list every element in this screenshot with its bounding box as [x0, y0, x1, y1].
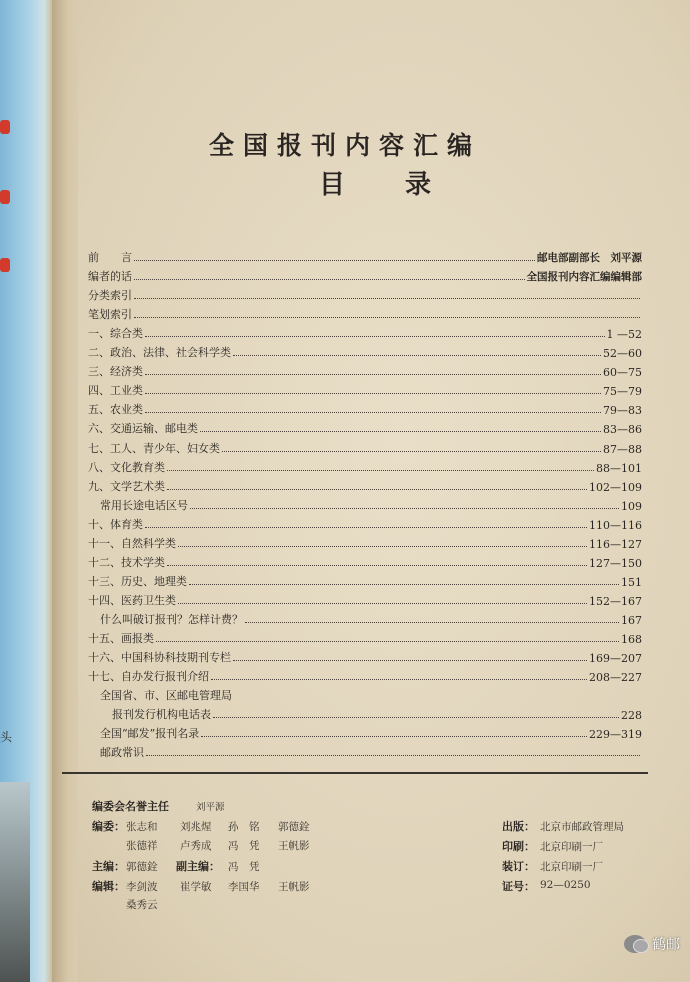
- toc-entry-page: 168: [621, 633, 642, 646]
- toc-leader-dots: [178, 545, 587, 547]
- toc-entry-label: 三、经济类: [88, 365, 143, 379]
- toc-entry: [88, 666, 642, 684]
- toc-entry: [100, 685, 642, 703]
- toc-entry-page: 169—207: [589, 652, 642, 666]
- publisher-label: 出版：: [502, 820, 535, 833]
- toc-leader-dots: [145, 411, 601, 413]
- toc-entry-page: 1 —52: [606, 328, 642, 342]
- toc-leader-dots: [167, 488, 587, 490]
- toc-entry: [88, 533, 642, 551]
- toc-entry-label: 十五、画报类: [88, 632, 154, 645]
- toc-leader-dots: [134, 259, 535, 261]
- toc-entry-label: 常用长途电话区号: [100, 498, 188, 512]
- toc-entry-label: 四、工业类: [88, 384, 143, 398]
- toc-entry-page: 60—75: [603, 366, 642, 380]
- board-member: 卢秀成: [180, 840, 212, 852]
- toc-entry-page: 邮电部副部长 刘平源: [537, 252, 642, 264]
- toc-entry: [100, 723, 642, 741]
- toc-entry-label: 十三、历史、地理类: [88, 574, 187, 588]
- toc-entry: [88, 418, 642, 436]
- toc-leader-dots: [146, 754, 640, 756]
- toc-entry-label: 八、文化教育类: [88, 460, 165, 474]
- toc-leader-dots: [222, 450, 601, 452]
- toc-entry-label: 九、文学艺术类: [88, 479, 165, 493]
- toc-entry-label: 十六、中国科协科技期刊专栏: [88, 651, 231, 665]
- toc-entry-label: 全国省、市、区邮电管理局: [100, 689, 232, 703]
- toc-entry: [100, 495, 642, 513]
- toc-entry-label: 十、体育类: [88, 517, 143, 531]
- toc-leader-dots: [167, 469, 594, 471]
- deputy-editor: 冯 凭: [228, 861, 260, 873]
- toc-entry: [88, 285, 642, 303]
- publisher: 北京市邮政管理局: [540, 821, 624, 833]
- toc-entry: [88, 266, 642, 284]
- toc-entry-label: 编者的话: [88, 270, 132, 284]
- city-photo-fragment: [0, 782, 30, 982]
- toc-entry: [88, 304, 642, 322]
- binder: 北京印刷一厂: [540, 861, 603, 873]
- toc-leader-dots: [145, 392, 601, 394]
- toc-leader-dots: [233, 659, 587, 661]
- adjacent-page-char: 头: [0, 730, 13, 744]
- editor: 桑秀云: [126, 899, 158, 911]
- toc-entry-page: 75—79: [603, 385, 642, 399]
- toc-entry-label: 十四、医药卫生类: [88, 593, 176, 607]
- toc-entry-page: 88—101: [596, 461, 642, 475]
- toc-entry: [100, 609, 642, 627]
- toc-entry: [88, 647, 642, 665]
- toc-entry-label: 前 言: [88, 251, 132, 264]
- toc-leader-dots: [233, 354, 601, 356]
- toc-leader-dots: [201, 735, 587, 737]
- board-member: 张德祥: [126, 840, 158, 852]
- toc-entry: [88, 457, 642, 475]
- toc-entry-page: 52—60: [603, 347, 642, 361]
- toc-leader-dots: [167, 564, 587, 566]
- toc-entry-label: 五、农业类: [88, 403, 143, 417]
- toc-entry-page: 110—116: [589, 518, 642, 532]
- toc-leader-dots: [178, 602, 587, 604]
- toc-entry: [88, 514, 642, 532]
- toc-entry-page: 79—83: [603, 404, 642, 418]
- toc-leader-dots: [145, 373, 601, 375]
- license-label: 证号：: [502, 880, 535, 893]
- honorary-name: 刘平源: [196, 802, 225, 813]
- toc-entry-label: 七、工人、青少年、妇女类: [88, 441, 220, 455]
- toc-entry-label: 笔划索引: [88, 308, 132, 322]
- binder-label: 装订：: [502, 860, 535, 873]
- toc-entry: [88, 342, 642, 360]
- board-member: 刘兆煋: [180, 821, 212, 833]
- toc-entry-page: 152—167: [589, 594, 642, 608]
- watermark-text: 鹤邮: [652, 937, 680, 953]
- toc-entry-page: 116—127: [589, 537, 642, 551]
- editor: 李剑波: [126, 881, 158, 893]
- toc-entry: [88, 628, 642, 646]
- chief-editor-label: 主编：: [92, 860, 125, 873]
- red-mark: [0, 258, 10, 272]
- watermark: [624, 934, 680, 954]
- toc-entry-label: 十二、技术学类: [88, 555, 165, 569]
- editor: 崔学敏: [180, 881, 212, 893]
- toc-leader-dots: [190, 507, 619, 509]
- toc-entry-label: 二、政治、法律、社会科学类: [88, 346, 231, 360]
- toc-entry-page: 127—150: [589, 556, 642, 570]
- toc-entry: [88, 399, 642, 417]
- divider-rule: [62, 772, 648, 774]
- toc-entry-label: 一、综合类: [88, 327, 143, 341]
- board-label: 编委：: [92, 820, 125, 833]
- toc-leader-dots: [245, 621, 619, 623]
- printer: 北京印刷一厂: [540, 841, 603, 853]
- toc-entry-page: 229—319: [589, 728, 642, 742]
- license-number: 92—0250: [540, 879, 591, 891]
- document-title: 全国报刊内容汇编: [208, 131, 481, 160]
- editor: 王帆影: [278, 881, 310, 893]
- toc-leader-dots: [156, 640, 619, 642]
- board-member: 张志和: [126, 821, 158, 833]
- toc-entry-page: 109: [621, 499, 642, 513]
- toc-entry-label: 十一、自然科学类: [88, 536, 176, 550]
- toc-leader-dots: [145, 335, 605, 337]
- toc-entry-label: 分类索引: [88, 289, 132, 303]
- toc-entry-page: 87—88: [603, 442, 642, 456]
- toc-entry: [88, 380, 642, 398]
- chief-editor: 郭德銓: [126, 861, 158, 873]
- toc-leader-dots: [134, 316, 640, 318]
- printer-label: 印刷：: [502, 840, 535, 853]
- toc-entry-label: 邮政常识: [100, 746, 144, 760]
- toc-entry: [88, 590, 642, 608]
- editors-label: 编辑：: [92, 880, 125, 893]
- wechat-icon: [624, 935, 646, 953]
- toc-entry-page: 全国报刊内容汇编编辑部: [526, 271, 642, 284]
- toc-entry: [88, 571, 642, 589]
- toc-entry-label: 什么叫破订报刊？怎样计费？: [100, 612, 243, 626]
- toc-entry: [88, 247, 642, 265]
- honorary-label: 编委会名誉主任: [92, 800, 169, 813]
- toc-entry-page: 151: [621, 575, 642, 589]
- editor: 李国华: [228, 881, 260, 893]
- toc-entry-page: 83—86: [603, 423, 642, 437]
- toc-entry-page: 167: [621, 613, 642, 627]
- toc-entry-page: 102—109: [589, 480, 642, 494]
- toc-leader-dots: [145, 526, 587, 528]
- toc-entry: [88, 438, 642, 456]
- toc-entry-label: 全国“邮发”报刊名录: [100, 727, 200, 741]
- toc-leader-dots: [213, 716, 619, 718]
- toc-leader-dots: [200, 430, 601, 432]
- toc-entry: [88, 552, 642, 570]
- document-subtitle: 目录: [318, 170, 491, 200]
- board-member: 郭德銓: [278, 821, 310, 833]
- board-member: 冯 凭: [228, 840, 260, 852]
- toc-entry: [88, 476, 642, 494]
- deputy-editor-label: 副主编：: [176, 860, 220, 873]
- toc-entry: [88, 361, 642, 379]
- toc-leader-dots: [211, 678, 587, 680]
- toc-entry-label: 六、交通运输、邮电类: [88, 422, 198, 436]
- toc-entry: [100, 742, 642, 760]
- toc-leader-dots: [134, 278, 525, 280]
- toc-entry-label: 十七、自办发行报刊介绍: [88, 670, 209, 684]
- toc-leader-dots: [134, 297, 640, 299]
- toc-entry-page: 208—227: [589, 671, 642, 685]
- toc-entry-page: 228: [621, 709, 642, 723]
- board-member: 王帆影: [278, 840, 310, 852]
- toc-entry: [112, 704, 642, 722]
- toc-leader-dots: [189, 583, 619, 585]
- board-member: 孙 铭: [228, 821, 260, 833]
- toc-entry-label: 报刊发行机构电话表: [112, 708, 211, 722]
- toc-entry: [88, 323, 642, 341]
